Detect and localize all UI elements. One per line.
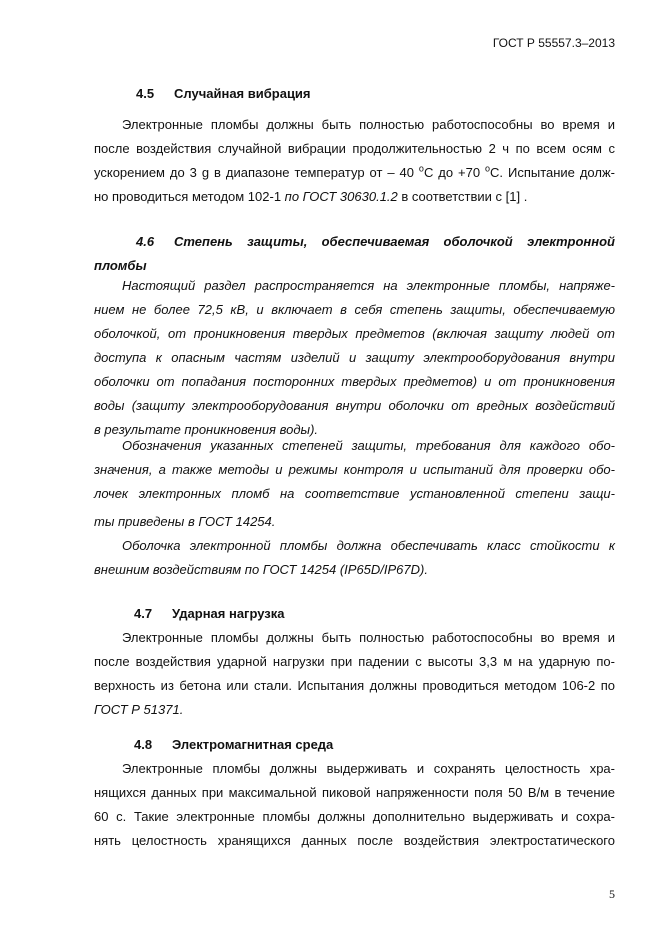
section-4-5: [94, 84, 615, 104]
section-title: Ударная нагрузка: [172, 606, 285, 621]
text-line: Обозначения указанных степеней защиты, требования для каждого обо-: [122, 438, 615, 453]
section-heading: [94, 735, 615, 755]
paragraph-4-5: [94, 113, 615, 209]
text-line: оболочки от попадания посторонних твердых предметов) и от проникновения: [94, 374, 615, 389]
section-4-6: [94, 230, 615, 278]
text-line: нять целостность хранящихся данных после воздействия электростатического: [94, 833, 615, 848]
section-number: 4.6: [136, 234, 155, 249]
section-title: Случайная вибрация: [174, 86, 311, 101]
text-line: 60 с. Такие электронные пломбы должны дополнительно выдерживать и сохра-: [94, 809, 615, 824]
text-line: нием не более 72,5 кВ, и включает в себя степень защиты, обеспечиваемую: [94, 302, 615, 317]
page-number: 5: [609, 887, 615, 901]
section-title: Электромагнитная среда: [172, 737, 334, 752]
text-line: оболочкой, от проникновения твердых предметов (включая защиту людей от: [94, 326, 615, 341]
paragraph-4-6-1: [94, 274, 615, 442]
paragraph-4-6-3: [94, 534, 615, 582]
section-title: Степень защиты, обеспечиваемая оболочкой электронной: [174, 234, 615, 249]
text-line: ты приведены в ГОСТ 14254.: [94, 514, 276, 529]
section-title-cont: пломбы: [94, 258, 147, 273]
text-line: ГОСТ Р 51371.: [94, 702, 184, 717]
text-line: Электронные пломбы должны быть полностью работоспособны во время и: [122, 117, 615, 132]
text-line: лочек электронных пломб на соответствие установленной степени защи-: [94, 486, 615, 501]
text-line: значения, а также методы и режимы контроля и испытаний для проверки обо-: [94, 462, 615, 477]
text-line: воды (защиту электрооборудования внутри оболочки от вредных воздействий: [94, 398, 615, 413]
text-line: доступа к опасным частям изделий и защиту электрооборудования внутри: [94, 350, 615, 365]
text-line: нящихся данных при максимальной пиковой напряженности поля 50 В/м в течение: [94, 785, 615, 800]
text-line: после воздействия ударной нагрузки при падении с высоты 3,3 м на ударную по-: [94, 654, 615, 669]
text-line: внешним воздействиям по ГОСТ 14254 (IP65D/IP67D).: [94, 562, 428, 577]
section-number: 4.8: [134, 737, 153, 752]
section-4-8: [94, 735, 615, 755]
text-line: Оболочка электронной пломбы должна обеспечивать класс стойкости к: [122, 538, 615, 553]
text-line: но проводиться методом 102-1 по ГОСТ 30630.1.2 в соответствии с [1] .: [94, 189, 528, 204]
section-heading: [94, 84, 615, 104]
section-number: 4.5: [136, 86, 155, 101]
paragraph-4-8: [94, 757, 615, 853]
paragraph-4-6-2: [94, 434, 615, 534]
section-heading: [94, 604, 615, 624]
text-line: Электронные пломбы должны выдерживать и сохранять целостность хра-: [122, 761, 615, 776]
paragraph-4-7: [94, 626, 615, 722]
text-line: Настоящий раздел распространяется на электронные пломбы, напряже-: [122, 278, 615, 293]
section-heading: [94, 230, 615, 278]
text-line: верхность из бетона или стали. Испытания должны проводиться методом 106-2 по: [94, 678, 615, 693]
document-code: ГОСТ Р 55557.3–2013: [492, 36, 615, 50]
text-line: после воздействия случайной вибрации продолжительностью 2 ч по всем осям с: [94, 141, 615, 156]
text-line: Электронные пломбы должны быть полностью работоспособны во время и: [122, 630, 615, 645]
text-line: ускорением до 3 g в диапазоне температур от – 40 $^o$С до +70 $^o$С. Испытание долж-: [94, 163, 615, 180]
section-number: 4.7: [134, 606, 153, 621]
text-line: в результате проникновения воды).: [94, 422, 319, 437]
section-4-7: [94, 604, 615, 624]
